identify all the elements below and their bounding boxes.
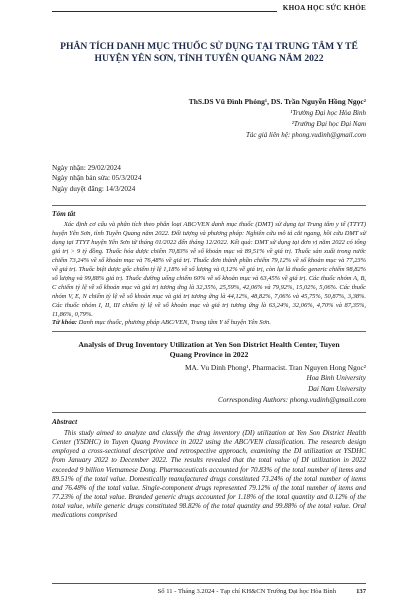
english-title xyxy=(52,340,366,360)
section-label: KHOA HỌC SỨC KHỎE xyxy=(277,4,366,12)
vietnamese-keywords xyxy=(52,319,366,328)
page-number: 137 xyxy=(356,588,366,595)
vietnamese-title-line-1: PHÂN TÍCH DANH MỤC THUỐC SỬ DỤNG TẠI TRUNG TÂM Y TẾ xyxy=(60,41,358,52)
journal-citation: Số 11 - Tháng 3.2024 - Tạp chí KH&CN Trường Đại học Hòa Bình xyxy=(157,588,336,595)
date-revised: Ngày nhận bản sửa: 05/3/2024 xyxy=(52,173,142,183)
keywords-text: Danh mục thuốc, phương pháp ABC/VEN, Trung tâm Y tế huyện Yên Sơn. xyxy=(78,319,271,326)
date-accepted: Ngày duyệt đăng: 14/3/2024 xyxy=(52,183,136,193)
page-footer xyxy=(52,588,366,598)
en-abstract-top-rule xyxy=(52,412,366,413)
vn-abstract-top-rule xyxy=(52,205,366,206)
vietnamese-title xyxy=(52,41,366,65)
vietnamese-title-line-2: HUYỆN YÊN SƠN, TỈNH TUYÊN QUANG NĂM 2022 xyxy=(94,53,324,64)
vietnamese-abstract-text: Xác định cơ cấu và phân tích theo phân loại ABC/VEN danh mục thuốc (DMT) sử dụng tại Trung tâm y tế (TTYT) huyện Yên Sơn, tỉnh Tuyên Quang năm 2022. Đối tượng và phương pháp: Nghiên cứu mô tả cắt ngang, hồi cứu DMT sử dụng tại TTYT huyện Yên Sơn từ tháng 01/2022 đến tháng 12/2022. Kết quả: DMT sử dụng tại đơn vị năm 2022 có tổng giá trị > 9 tỷ đồng. Thuốc hóa dược chiếm 70,83% về số khoản mục và 89,51% về giá trị. Thuốc sản xuất trong nước chiếm 73,24% về số khoản mục và 76,48% về giá trị. Thuốc đơn thành phần chiếm 79,12% về số khoản mục và 77,23% về giá trị. Thuốc biệt dược gốc chiếm tỷ lệ 1,18% về số lượng và 0,12% về giá trị, còn lại là thuốc generic chiếm 98,82% số lượng và 99,88% giá trị. Thuốc đường uống chiếm 60% về số khoản mục và 63,45% về giá trị. Các thuốc nhóm A, B, C chiếm tỷ lệ về số khoản mục và giá trị tương ứng là 32,35%, 25,59%, 42,06% và 79,92%, 15,02%, 5,06%. Các thuốc nhóm V, E, N chiếm tỷ lệ về số khoản mục và giá trị tương ứng là 44,12%, 48,82%, 7,06% và 45,75%, 50,87%, 3,38%. Các thuốc nhóm I, II, III chiếm tỷ lệ về số khoản mục và giá trị tương ứng là 63,24%, 32,06%, 4,70% và 87,35%, 11,86%, 0,79%. xyxy=(52,221,366,318)
footer-rule-line xyxy=(52,583,366,584)
english-title-line-2: Quang Province in 2022 xyxy=(169,350,249,359)
vietnamese-affiliation-1: ¹Trường Đại học Hòa Bình xyxy=(290,109,366,117)
vietnamese-authors: ThS.DS Vũ Đình Phóng¹, DS. Trần Nguyễn Hồng Ngọc² xyxy=(188,97,366,106)
keywords-label: Từ khóa: xyxy=(52,319,78,326)
vn-abstract-bottom-rule xyxy=(52,331,366,332)
article-dates xyxy=(52,163,141,194)
english-abstract-heading: Abstract xyxy=(52,417,78,426)
english-corresponding-author: Corresponding Authors: phong.vudinh@gmail.com xyxy=(218,396,366,404)
date-received: Ngày nhận: 29/02/2024 xyxy=(52,163,121,172)
english-abstract-text: This study aimed to analyze and classify the drug inventory (DI) utilization at Yen Son District Health Center (YSDHC) in Tuyen Quang Province in 2022 using the ABC/VEN classification. The research design employed a cross-sectional descriptive and retrospective approach, examining the DI utilization at YSDHC from January 2022 to December 2022. The results revealed that the total value of DI utilization in 2022 exceeded 9 billion Vietnamese Dong. Pharmaceuticals accounted for 70.83% of the total number of items and 89.51% of the total value. Domestically manufactured drugs constituted 73.24% of the total number of items and 76.48% of the total value. Single-component drugs represented 79.12% of the total number of items and 77.23% of the total value. Branded generic drugs accounted for 1.18% of the total quantity and 0.12% of the total value, while generic drugs constituted 98.82% of the total quantity and 99.88% of the total value. Oral medications comprised xyxy=(52,429,366,520)
english-affiliation-2: Dai Nam University xyxy=(308,385,366,393)
vietnamese-affiliation-2: ²Trường Đại học Đại Nam xyxy=(291,120,366,128)
english-title-line-1: Analysis of Drug Inventory Utilization at Yen Son District Health Center, Tuyen xyxy=(78,340,340,349)
running-header xyxy=(52,0,366,20)
english-affiliation-1: Hoa Binh University xyxy=(306,374,366,382)
vietnamese-corresponding-author: Tác giả liên hệ: phong.vudinh@gmail.com xyxy=(246,131,366,139)
english-authors: MA. Vu Dinh Phong¹, Pharmacist. Tran Nguyen Hong Ngoc² xyxy=(184,363,366,372)
vietnamese-abstract-heading: Tóm tắt xyxy=(52,209,76,218)
